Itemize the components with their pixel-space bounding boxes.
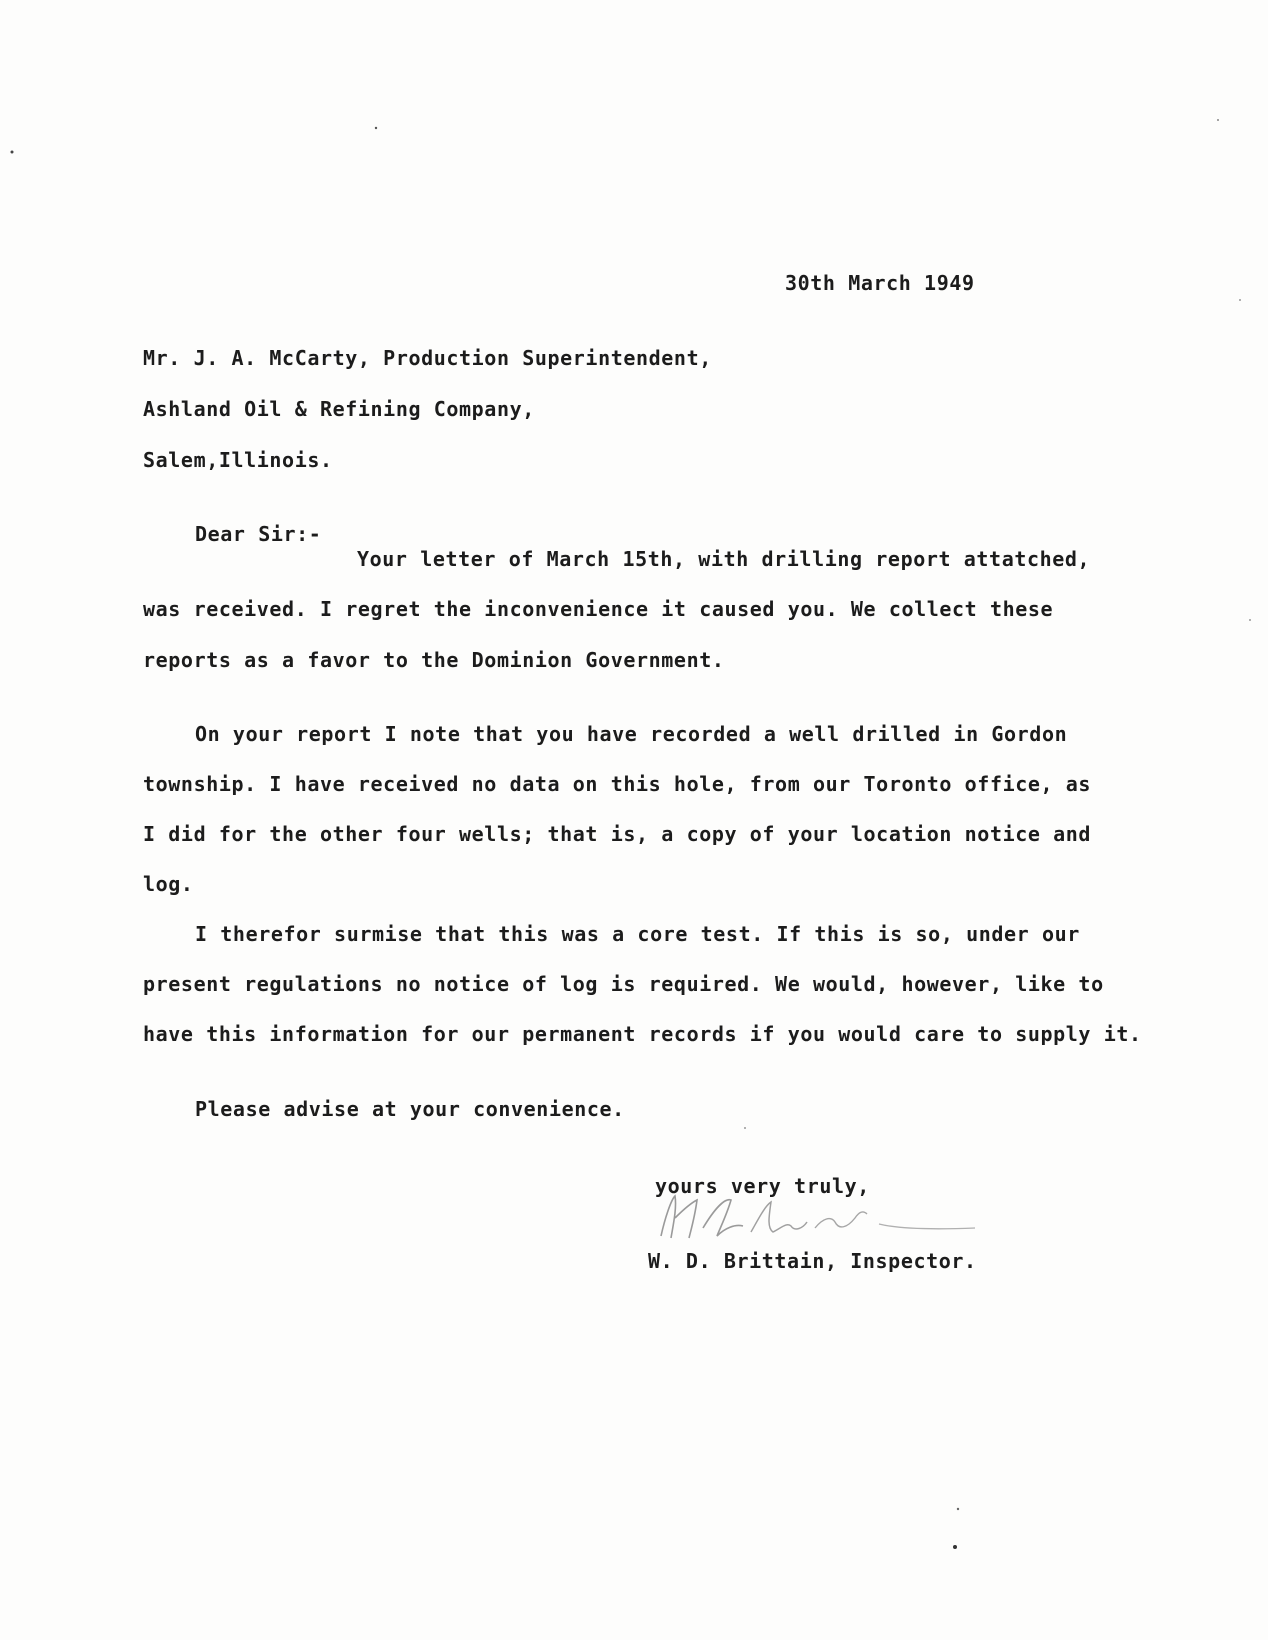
letter-date: 30th March 1949 [785,271,975,295]
paragraph-2-line-4: log. [143,872,194,896]
paragraph-2-line-2: township. I have received no data on this hole, from our Toronto office, as [143,772,1092,796]
closing: yours very truly, [655,1174,870,1198]
paragraph-3-line-2: present regulations no notice of log is required. We would, however, like to [143,972,1104,996]
paragraph-1-line-2: was received. I regret the inconvenience it caused you. We collect these [143,597,1054,621]
paragraph-1-line-3: reports as a favor to the Dominion Government. [143,648,725,672]
recipient-line-3: Salem,Illinois. [143,448,333,472]
paragraph-1-line-1: Your letter of March 15th, with drilling report attatched, [357,547,1091,571]
paragraph-3-line-1: I therefor surmise that this was a core test. If this is so, under our [195,922,1080,946]
paragraph-3-line-3: have this information for our permanent records if you would care to supply it. [143,1022,1142,1046]
recipient-line-2: Ashland Oil & Refining Company, [143,397,535,421]
signer-name-title: W. D. Brittain, Inspector. [648,1249,977,1273]
recipient-line-1: Mr. J. A. McCarty, Production Superintendent, [143,346,712,370]
paragraph-2-line-1: On your report I note that you have recorded a well drilled in Gordon [195,722,1068,746]
paragraph-4-line-1: Please advise at your convenience. [195,1097,625,1121]
handwritten-signature [655,1188,1005,1248]
salutation: Dear Sir:- [195,522,322,546]
paragraph-2-line-3: I did for the other four wells; that is, a copy of your location notice and [143,822,1092,846]
